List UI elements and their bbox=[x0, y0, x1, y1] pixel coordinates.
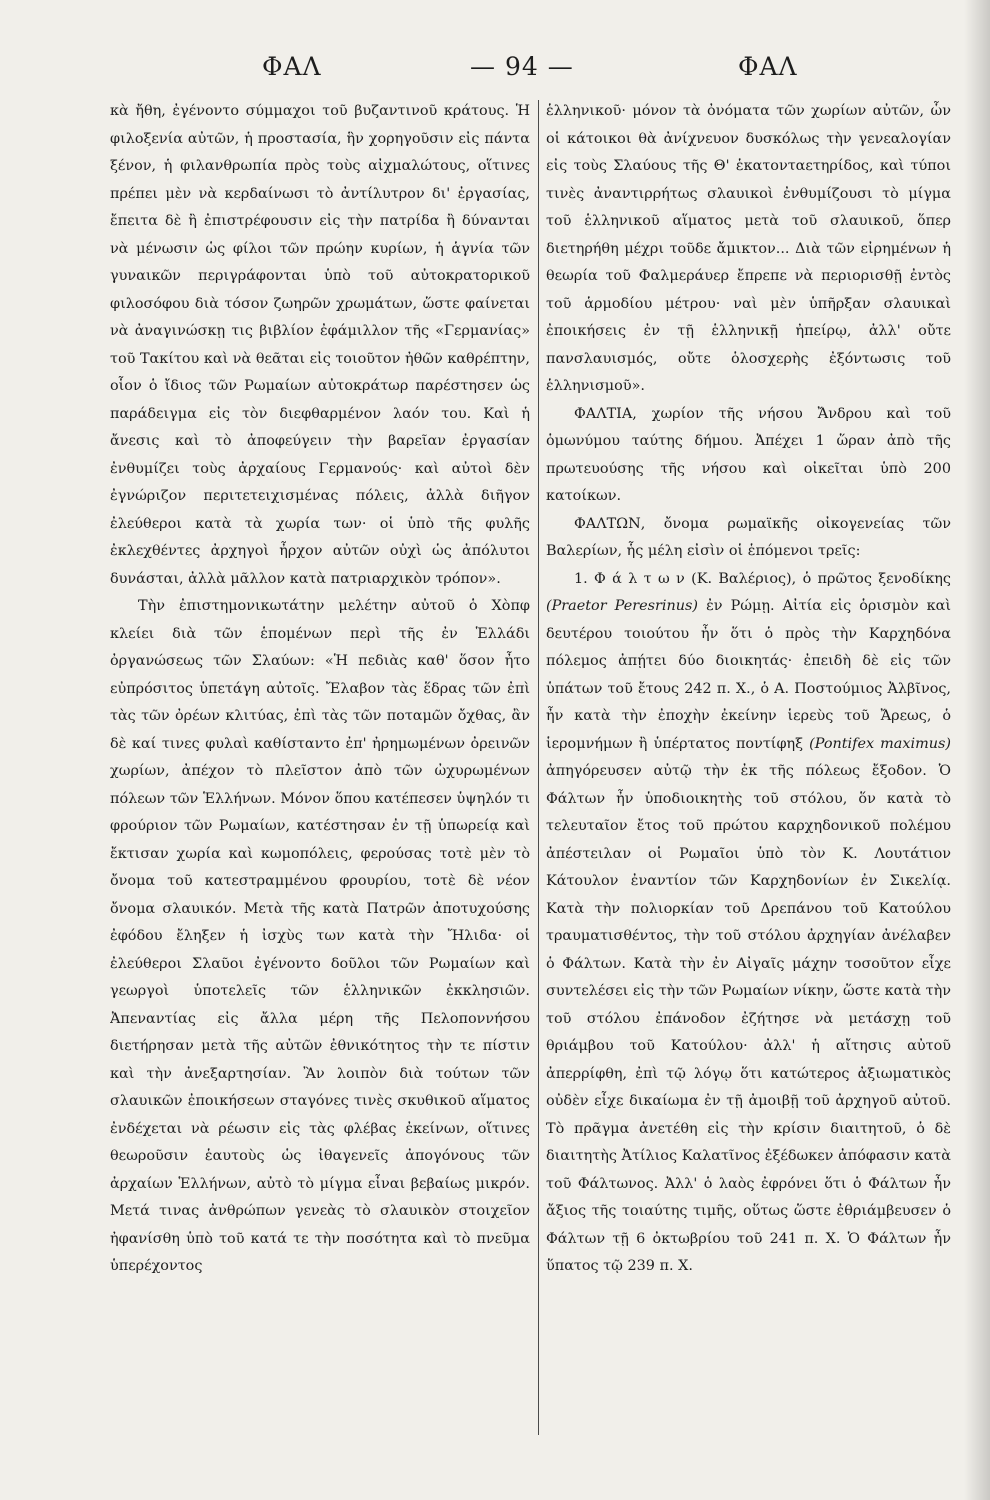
column-divider bbox=[538, 100, 539, 1435]
entry-falton: ΦΑΛΤΩΝ, ὄνομα ρωμαϊκῆς οἰκογενείας τῶν Βαλερίων, ἧς μέλη εἰσὶν οἱ ἑπόμενοι τρεῖς: bbox=[546, 515, 951, 559]
running-head-left: ΦΑΛ bbox=[262, 52, 322, 81]
entry-faltia: ΦΑΛΤΙΑ, χωρίον τῆς νήσου Ἄνδρου καὶ τοῦ ὁμωνύμου ταύτης δήμου. Ἀπέχει 1 ὥραν ἀπὸ τῆς πρωτευούσης τῆς νήσου καὶ οἰκεῖται ὑπὸ 200 κατοίκων. bbox=[546, 405, 951, 504]
entry-falton-1-text-b: ἐν Ρώμῃ. Αἰτία εἰς ὁρισμὸν καὶ δευτέρου τοιούτου ἦν ὅτι ὁ πρὸς τὴν Καρχηδόνα πόλεμος ἀπῄτει δύο διοικητάς· ἐπειδὴ δὲ εἰς τῶν ὑπάτων τοῦ ἔτους 242 π. Χ., ὁ Α. Ποστούμιος Ἀλβῖνος, ἦν κατὰ τὴν ἐποχὴν ἐκείνην ἱερεὺς τοῦ Ἄρεως, ὁ ἱερομνήμων ἢ ὑπέρτατος ποντίφηξ bbox=[546, 598, 951, 752]
entry-falton-1-text-a: 1. Φ ά λ τ ω ν (Κ. Βαλέριος), ὁ πρῶτος ξενοδίκης bbox=[574, 570, 951, 587]
entry-falton-1-text-c: ἀπηγόρευσεν αὐτῷ τὴν ἐκ τῆς πόλεως ἔξοδον. Ὁ Φάλτων ἦν ὑποδιοικητὴς τοῦ στόλου, ὅν κατὰ τὸ τελευταῖον ἔτος τοῦ πρώτου καρχηδονικοῦ πολέμου ἀπέστειλαν οἱ Ρωμαῖοι ὑπὸ τὸν Κ. Λουτάτιον Κάτουλον ἐναντίον τῶν Καρχηδονίων ἐν Σικελίᾳ. Κατὰ τὴν πολιορκίαν τοῦ Δρεπάνου τοῦ Κατούλου τραυματισθέντος, τὴν τοῦ στόλου ἀρχηγίαν ἀνέλαβεν ὁ Φάλτων. Κατὰ τὴν ἐν Αἰγαῖς μάχην τοσοῦτον εἶχε συντελέσει εἰς τὴν τῶν Ρωμαίων νίκην, ὥστε κατὰ τὴν τοῦ στόλου ἐπάνοδον ἐζήτησε νὰ μετάσχῃ τοῦ θριάμβου τοῦ Κατούλου· ἀλλ' ἡ αἴτησις αὐτοῦ ἀπερρίφθη, ἐπὶ τῷ λόγῳ ὅτι κατώτερος ἀξιωματικὸς οὐδὲν εἶχε δικαίωμα ἐν τῇ ἀμοιβῇ τοῦ ἀρχηγοῦ αὐτοῦ. Τὸ πρᾶγμα ἀνετέθη εἰς τὴν κρίσιν διαιτητοῦ, ὁ δὲ διαιτητὴς Ἀτίλιος Καλατῖνος ἐξέδωκεν ἀπόφασιν κατὰ τοῦ Φάλτωνος. Ἀλλ' ὁ λαὸς ἐφρόνει ὅτι ὁ Φάλτων ἦν ἄξιος τῆς τοιαύτης τιμῆς, οὕτως ὥστε ἐθριάμβευσεν ὁ Φάλτων τῇ 6 ὀκτωβρίου τοῦ 241 π. Χ. Ὁ Φάλτων ἦν ὕπατος τῷ 239 π. Χ. bbox=[546, 763, 951, 1274]
latin-term-praetor: (Praetor Peresrinus) bbox=[546, 598, 699, 614]
page-edge-shadow bbox=[964, 0, 990, 1500]
latin-term-pontifex: (Pontifex maximus) bbox=[809, 735, 951, 752]
page-header bbox=[0, 52, 990, 92]
left-paragraph-1: κὰ ἤθη, ἐγένοντο σύμμαχοι τοῦ βυζαντινοῦ κράτους. Ἡ φιλοξενία αὐτῶν, ἡ προστασία, ἣν χορηγοῦσιν εἰς πάντα ξένον, ἡ φιλανθρωπία πρὸς τοὺς αἰχμαλώτους, οἵτινες πρέπει μὲν νὰ κερδαίνωσι τὸ ἀντίλυτρον δι' ἐργασίας, ἔπειτα δὲ ἢ ἐπιστρέφουσιν εἰς τὴν πατρίδα ἢ δύνανται νὰ μένωσιν ὡς φίλοι τῶν πρώην κυρίων, ἡ ἁγνία τῶν γυναικῶν περιγράφονται ὑπὸ τοῦ αὐτοκρατορικοῦ φιλοσόφου διὰ τόσον ζωηρῶν χρωμάτων, ὥστε φαίνεται νὰ ἀναγινώσκῃ τις βιβλίον ἐφάμιλλον τῆς «Γερμανίας» τοῦ Τακίτου καὶ νὰ θεᾶται εἰς τοιοῦτον ἠθῶν καθρέπτην, οἷον ὁ ἴδιος τῶν Ρωμαίων αὐτοκράτωρ παρέστησεν ὡς παράδειγμα εἰς τὸν διεφθαρμένον λαόν του. Καὶ ἡ ἄνεσις καὶ τὸ ἀποφεύγειν τὴν βαρεῖαν ἐργασίαν ἐνθυμίζει τοὺς ἀρχαίους Γερμανούς· καὶ αὐτοὶ δὲν ἐγνώριζον περιτετειχισμένας πόλεις, ἀλλὰ διῆγον ἐλεύθεροι κατὰ τὰ χωρία των· οἱ ὑπὸ τῆς φυλῆς ἐκλεχθέντες ἀρχηγοὶ ἦρχον αὐτῶν οὐχὶ ὡς ἀπόλυτοι δυνάσται, ἀλλὰ μᾶλλον κατὰ πατριαρχικὸν τρόπον». bbox=[110, 103, 530, 587]
left-column bbox=[110, 98, 530, 1468]
right-paragraph-1: ἑλληνικοῦ· μόνον τὰ ὀνόματα τῶν χωρίων αὐτῶν, ὧν οἱ κάτοικοι θὰ ἀνίχνευον δυσκόλως τὴν γενεαλογίαν εἰς τοὺς Σλαύους τῆς Θ' ἑκατονταετηρίδος, καὶ τύποι τινὲς ἀναντιρρήτως σλαυικοὶ ἐνθυμίζουσι τὸ μίγμα τοῦ ἑλληνικοῦ αἵματος μετὰ τοῦ σλαυικοῦ, ὅπερ διετηρήθη μέχρι τοῦδε ἄμικτον... Διὰ τῶν εἰρημένων ἡ θεωρία τοῦ Φαλμεράυερ ἔπρεπε νὰ περιορισθῇ ἐντὸς τοῦ ἁρμοδίου μέτρου· ναὶ μὲν ὑπῆρξαν σλαυικαὶ ἐποικήσεις ἐν τῇ ἑλληνικῇ ἠπείρῳ, ἀλλ' οὔτε πανσλαυισμός, οὔτε ὁλοσχερὴς ἐξόντωσις τοῦ ἑλληνισμοῦ». bbox=[546, 103, 951, 394]
page-number: — 94 — bbox=[470, 52, 574, 81]
left-paragraph-2: Τὴν ἐπιστημονικωτάτην μελέτην αὐτοῦ ὁ Χὸπφ κλείει διὰ τῶν ἑπομένων περὶ τῆς ἐν Ἑλλάδι ὀργανώσεως τῶν Σλαύων: «Ἡ πεδιὰς καθ' ὅσον ἦτο εὐπρόσιτος ὑπετάγη αὐτοῖς. Ἔλαβον τὰς ἕδρας τῶν ἐπὶ τὰς τῶν ὀρέων κλιτύας, ἐπὶ τὰς τῶν ποταμῶν ὄχθας, ἂν δὲ καί τινες φυλαὶ καθίσταντο ἐπ' ἠρημωμένων ὀρεινῶν χωρίων, ἀπέχον τὸ πλεῖστον ἀπὸ τῶν ὠχυρωμένων πόλεων τῶν Ἑλλήνων. Μόνον ὅπου κατέπεσεν ὑψηλόν τι φρούριον τῶν Ρωμαίων, κατέστησαν ἐν τῇ ὑπωρείᾳ καὶ ἔκτισαν χωρία καὶ κωμοπόλεις, φερούσας τοτὲ μὲν τὸ ὄνομα τοῦ κατεστραμμένου φρουρίου, τοτὲ δὲ νέον ὄνομα σλαυικόν. Μετὰ τῆς κατὰ Πατρῶν ἀποτυχούσης ἐφόδου ἔληξεν ἡ ἰσχὺς των κατὰ τὴν Ἤλιδα· οἱ ἐλεύθεροι Σλαῦοι ἐγένοντο δοῦλοι τῶν Ρωμαίων καὶ γεωργοὶ ὑποτελεῖς τῶν ἑλληνικῶν ἐκκλησιῶν. Ἀπεναντίας εἰς ἄλλα μέρη τῆς Πελοποννήσου διετήρησαν μετὰ τῆς αὐτῶν ἐθνικότητος τὴν τε πίστιν καὶ τὴν ἀνεξαρτησίαν. Ἂν λοιπὸν διὰ τούτων τῶν σλαυικῶν ἐποικήσεων σταγόνες τινὲς σκυθικοῦ αἵματος ἐνδέχεται νὰ ρέωσιν εἰς τὰς φλέβας ἐκείνων, οἵτινες θεωροῦσιν ἑαυτοὺς ὡς ἰθαγενεῖς ἀπογόνους τῶν ἀρχαίων Ἑλλήνων, αὐτὸ τὸ μίγμα εἶναι βεβαίως μικρόν. Μετά τινας ἀνθρώπων γενεὰς τὸ σλαυικὸν στοιχεῖον ἠφανίσθη ὑπὸ τοῦ κατά τε τὴν ποσότητα καὶ τὸ πνεῦμα ὑπερέχοντος bbox=[110, 598, 530, 1274]
running-head-right: ΦΑΛ bbox=[738, 52, 798, 81]
entry-falton-1 bbox=[546, 566, 951, 1281]
right-column bbox=[546, 98, 951, 1468]
